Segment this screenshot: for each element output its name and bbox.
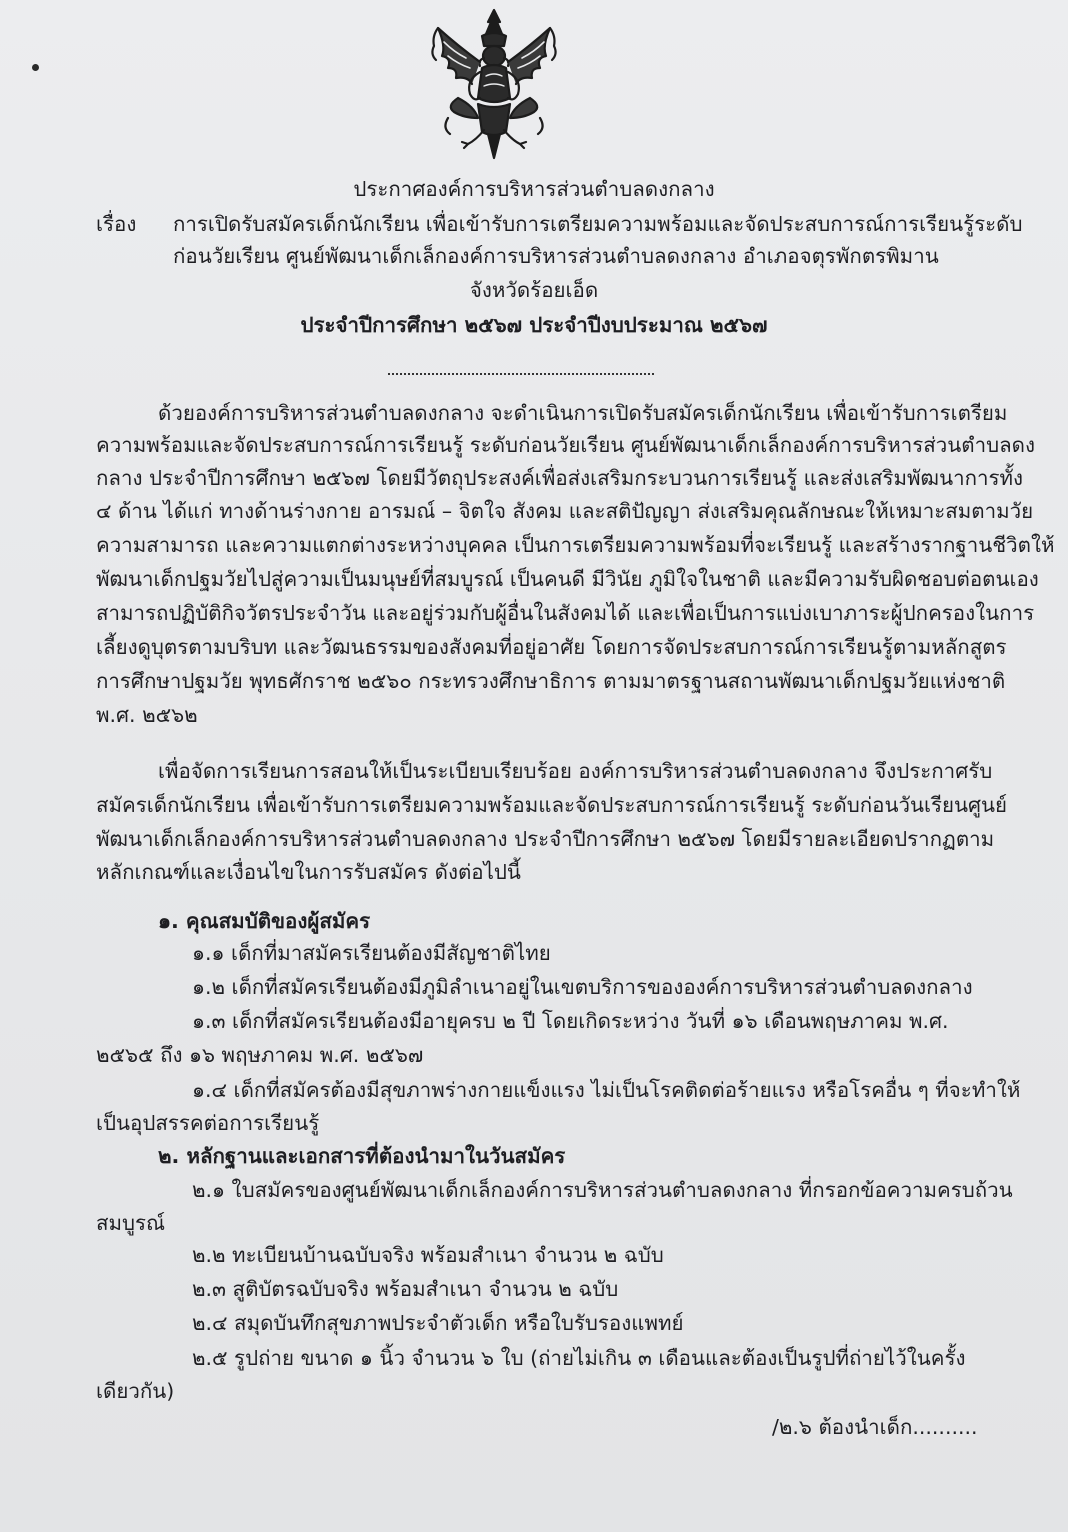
subject-line-3: จังหวัดร้อยเอ็ด bbox=[469, 278, 599, 302]
para2-line: หลักเกณฑ์และเงื่อนไขในการรับสมัคร ดังต่อไปนี้ bbox=[96, 860, 521, 884]
para1-line: ความพร้อมและจัดประสบการณ์การเรียนรู้ ระดับก่อนวัยเรียน ศูนย์พัฒนาเด็กเล็กองค์การบริหารส่วนตำบลดง bbox=[96, 433, 1035, 457]
section2-item: ๒.๓ สูติบัตรฉบับจริง พร้อมสำเนา จำนวน ๒ ฉบับ bbox=[192, 1277, 619, 1301]
subject-line-1: การเปิดรับสมัครเด็กนักเรียน เพื่อเข้ารับการเตรียมความพร้อมและจัดประสบการณ์การเรียนรู้ระดับ bbox=[173, 212, 1023, 236]
para1-line: ด้วยองค์การบริหารส่วนตำบลดงกลาง จะดำเนินการเปิดรับสมัครเด็กนักเรียน เพื่อเข้ารับการเตรียม bbox=[158, 401, 1008, 425]
section1-item: ๑.๓ เด็กที่สมัครเรียนต้องมีอายุครบ ๒ ปี โดยเกิดระหว่าง วันที่ ๑๖ เดือนพฤษภาคม พ.ศ. bbox=[192, 1009, 949, 1033]
separator-line bbox=[388, 373, 654, 375]
ink-speck bbox=[32, 64, 39, 71]
para1-line: พัฒนาเด็กปฐมวัยไปสู่ความเป็นมนุษย์ที่สมบูรณ์ เป็นคนดี มีวินัย ภูมิใจในชาติ และมีความรับผิดชอบต่อตนเอง bbox=[96, 567, 1039, 591]
subject-label: เรื่อง bbox=[96, 212, 137, 236]
section2-item: ๒.๕ รูปถ่าย ขนาด ๑ นิ้ว จำนวน ๖ ใบ (ถ่ายไม่เกิน ๓ เดือนและต้องเป็นรูปที่ถ่ายไว้ในครั้ง bbox=[192, 1346, 966, 1370]
section2-heading: ๒. หลักฐานและเอกสารที่ต้องนำมาในวันสมัคร bbox=[158, 1144, 566, 1168]
section2-item: สมบูรณ์ bbox=[96, 1211, 166, 1235]
para2-line: สมัครเด็กนักเรียน เพื่อเข้ารับการเตรียมความพร้อมและจัดประสบการณ์การเรียนรู้ ระดับก่อนวันเรียนศูนย์ bbox=[96, 793, 1008, 817]
para1-line: สามารถปฏิบัติกิจวัตรประจำวัน และอยู่ร่วมกับผู้อื่นในสังคมได้ และเพื่อเป็นการแบ่งเบาภาระผู้ปกครองในการ bbox=[96, 601, 1035, 625]
subject-line-4: ประจำปีการศึกษา ๒๕๖๗ ประจำปีงบประมาณ ๒๕๖๗ bbox=[300, 313, 768, 337]
section2-item: ๒.๔ สมุดบันทึกสุขภาพประจำตัวเด็ก หรือใบรับรองแพทย์ bbox=[192, 1311, 684, 1335]
para2-line: เพื่อจัดการเรียนการสอนให้เป็นระเบียบเรียบร้อย องค์การบริหารส่วนตำบลดงกลาง จึงประกาศรับ bbox=[158, 759, 993, 783]
para1-line: การศึกษาปฐมวัย พุทธศักราช ๒๕๖๐ กระทรวงศึกษาธิการ ตามมาตรฐานสถานพัฒนาเด็กปฐมวัยแห่งชาติ bbox=[96, 669, 1006, 693]
continuation-note: /๒.๖ ต้องนำเด็ก.......... bbox=[772, 1415, 978, 1439]
garuda-emblem-icon bbox=[418, 6, 570, 164]
section1-item: เป็นอุปสรรคต่อการเรียนรู้ bbox=[96, 1111, 320, 1135]
para1-line: กลาง ประจำปีการศึกษา ๒๕๖๗ โดยมีวัตถุประสงค์เพื่อส่งเสริมกระบวนการเรียนรู้ และส่งเสริมพัฒนาการทั้ง bbox=[96, 466, 1024, 490]
para1-line: เลี้ยงดูบุตรตามบริบท และวัฒนธรรมของสังคมที่อยู่อาศัย โดยการจัดประสบการณ์การเรียนรู้ตามหลักสูตร bbox=[96, 635, 1007, 659]
subject-line-2: ก่อนวัยเรียน ศูนย์พัฒนาเด็กเล็กองค์การบริหารส่วนตำบลดงกลาง อำเภอจตุรพักตรพิมาน bbox=[173, 244, 939, 268]
section1-item: ๑.๑ เด็กที่มาสมัครเรียนต้องมีสัญชาติไทย bbox=[192, 941, 551, 965]
section2-item: ๒.๑ ใบสมัครของศูนย์พัฒนาเด็กเล็กองค์การบริหารส่วนตำบลดงกลาง ที่กรอกข้อความครบถ้วน bbox=[192, 1178, 1013, 1202]
section1-item: ๒๕๖๕ ถึง ๑๖ พฤษภาคม พ.ศ. ๒๕๖๗ bbox=[96, 1043, 424, 1067]
section1-heading: ๑. คุณสมบัติของผู้สมัคร bbox=[158, 909, 371, 933]
section2-item: เดียวกัน) bbox=[96, 1379, 175, 1403]
section2-item: ๒.๒ ทะเบียนบ้านฉบับจริง พร้อมสำเนา จำนวน ๒ ฉบับ bbox=[192, 1243, 664, 1267]
section1-item: ๑.๒ เด็กที่สมัครเรียนต้องมีภูมิลำเนาอยู่ในเขตบริการขององค์การบริหารส่วนตำบลดงกลาง bbox=[192, 975, 973, 999]
announcement-title: ประกาศองค์การบริหารส่วนตำบลดงกลาง bbox=[353, 177, 715, 201]
section1-item: ๑.๔ เด็กที่สมัครต้องมีสุขภาพร่างกายแข็งแรง ไม่เป็นโรคติดต่อร้ายแรง หรือโรคอื่น ๆ ที่จะทำให้ bbox=[192, 1078, 1021, 1102]
para2-line: พัฒนาเด็กเล็กองค์การบริหารส่วนตำบลดงกลาง ประจำปีการศึกษา ๒๕๖๗ โดยมีรายละเอียดปรากฏตาม bbox=[96, 827, 995, 851]
para1-line: ๔ ด้าน ได้แก่ ทางด้านร่างกาย อารมณ์ – จิตใจ สังคม และสติปัญญา ส่งเสริมคุณลักษณะให้เหมาะสมตามวัย bbox=[96, 499, 1034, 523]
para1-line: ความสามารถ และความแตกต่างระหว่างบุคคล เป็นการเตรียมความพร้อมที่จะเรียนรู้ และสร้างรากฐานชีวิตให้ bbox=[96, 533, 1055, 557]
para1-line: พ.ศ. ๒๕๖๒ bbox=[96, 703, 198, 727]
